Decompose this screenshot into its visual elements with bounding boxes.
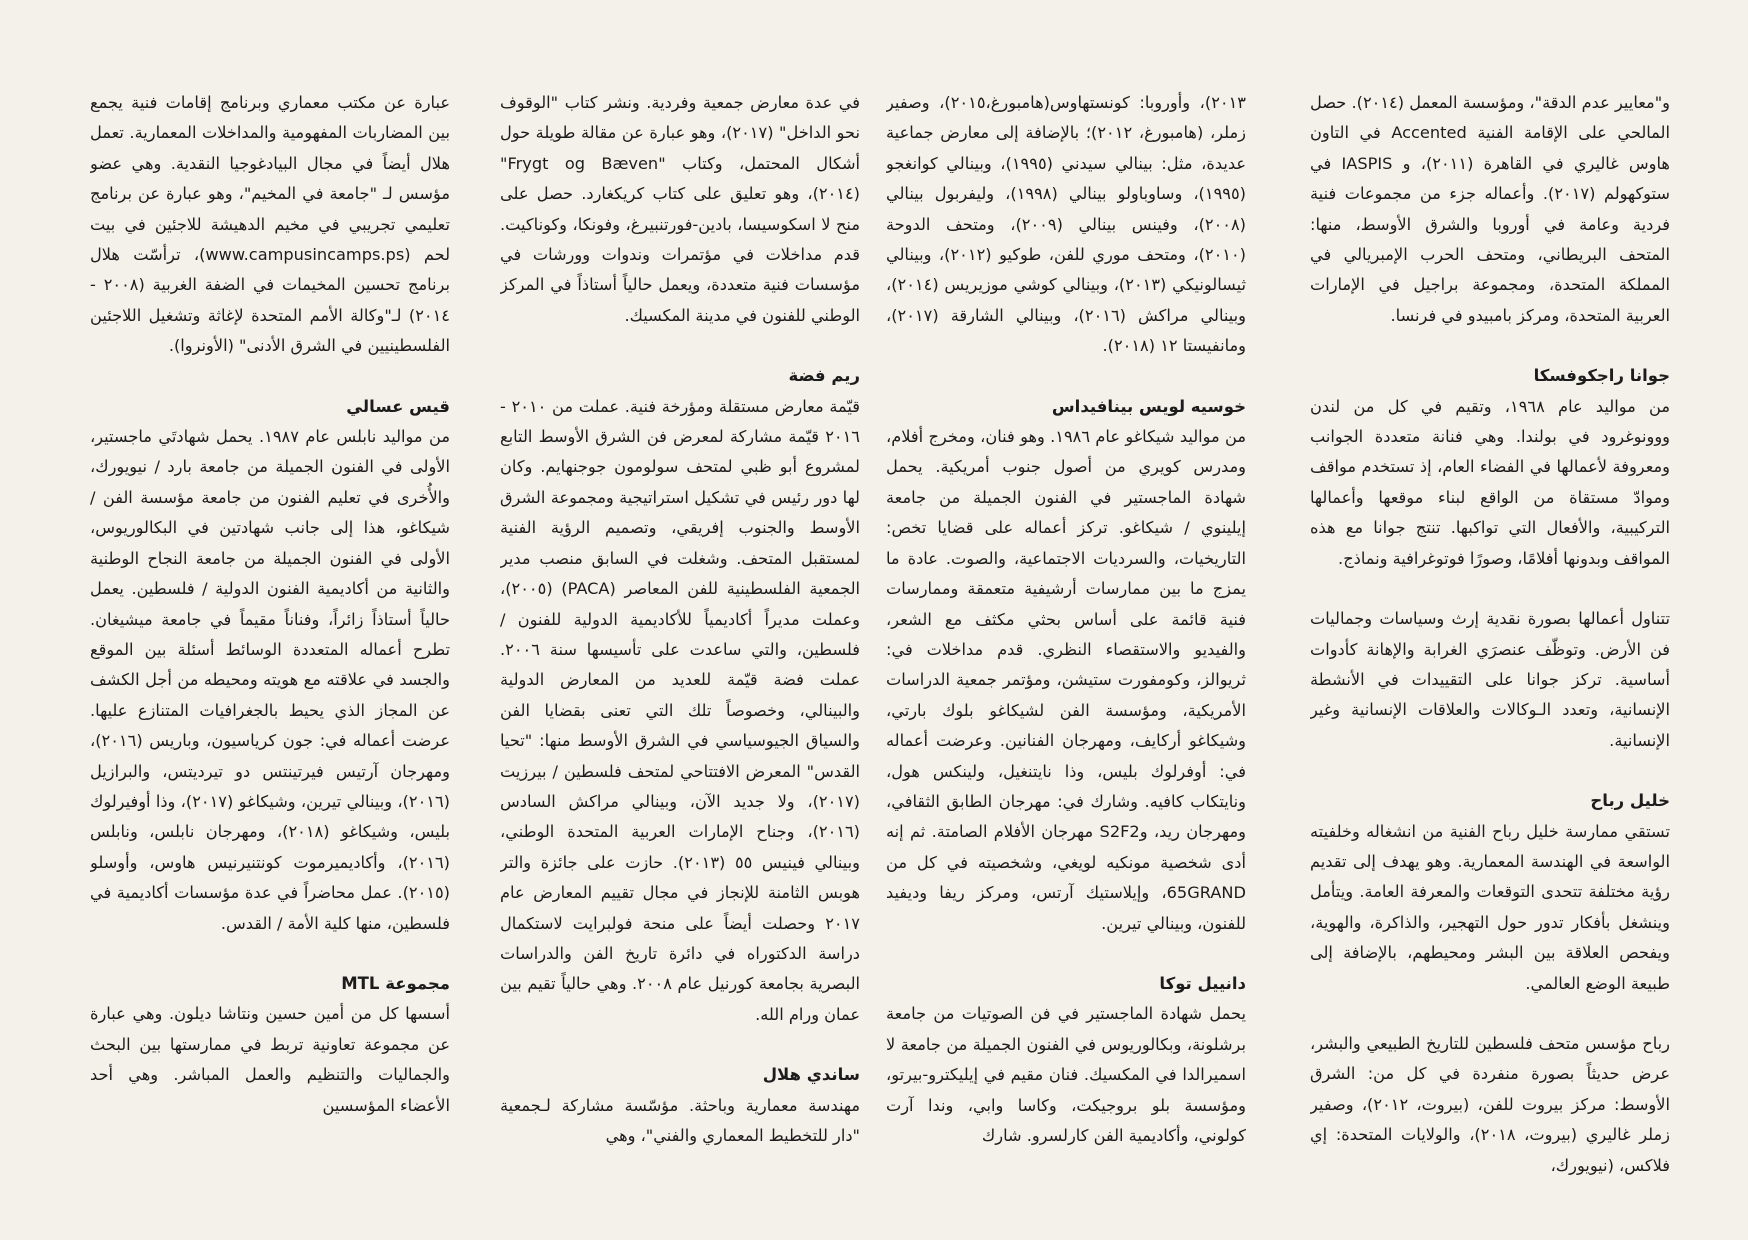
- paragraph-gap: [500, 331, 860, 361]
- bio-heading: خوسيه لويس بينافيداس: [1051, 396, 1246, 416]
- paragraph-gap: [90, 362, 450, 392]
- bio-paragraph: و"معايير عدم الدقة"، ومؤسسة المعمل (٢٠١٤). حصل المالحي على الإقامة الفنية Accented في التاون هاوس غاليري في القاهرة (٢٠١١)، و IASPIS في ستوكهولم (٢٠١٧). وأعماله جزء من مجموعات فنية فردية وعامة في أوروبا والشرق الأوسط، منها: المتحف البريطاني، ومتحف الحرب الإمبريالي في المملكة المتحدة، ومجموعة براجيل في الإمارات العربية المتحدة، ومركز بامبيدو في فرنسا.: [1310, 93, 1670, 325]
- bio-paragraph: رباح مؤسس متحف فلسطين للتاريخ الطبيعي والبشر، عرض حديثاً بصورة منفردة في كل من: الشرق الأوسط: مركز بيروت للفن، (بيروت، ٢٠١٢)، وصفير زملر غاليري (بيروت، ٢٠١٨)، والولايات المتحدة: إي فلاكس، (نيويورك،: [1310, 1033, 1670, 1175]
- bio-paragraph: من مواليد عام ١٩٦٨، وتقيم في كل من لندن ووونوغرود في بولندا. وهي فنانة متعددة الجوانب ومعروفة لأعمالها في الفضاء العام، إذ تستخدم مواقف وموادّ مستقاة من الواقع لبناء موقعها وأعمالها التركيبية، والأفعال التي تواكبها. تنتج جوانا مع هذه المواقف وبدونها أفلامًا، وصورًا فوتوغرافية ونماذج.: [1310, 396, 1670, 568]
- bio-paragraph: مهندسة معمارية وباحثة. مؤسّسة مشاركة لـجمعية "دار للتخطيط المعماري والفني"، وهي: [500, 1095, 860, 1145]
- paragraph-gap: [90, 939, 450, 969]
- paragraph-gap: [1310, 331, 1670, 361]
- bio-heading: جوانا راجكوفسكا: [1533, 366, 1670, 386]
- paragraph-gap: [1310, 999, 1670, 1029]
- bio-paragraph: في عدة معارض جمعية وفردية. ونشر كتاب "الوقوف نحو الداخل" (٢٠١٧)، وهو عبارة عن مقالة طويلة حول أشكال المحتمل، وكتاب "Frygt og Bæven" (٢٠١٤)، وهو تعليق على كتاب كريكغارد. حصل على منح لا اسكوسيسا، بادين-فورتنبيرغ، وفونكا، وكوناكيت. قدم مداخلات في مؤتمرات وندوات وورشات في مؤسسات فنية متعددة، ويعمل حالياً أستاذاً في المركز الوطني للفنون في مدينة المكسيك.: [500, 93, 860, 325]
- paragraph-gap: [1310, 756, 1670, 786]
- bio-paragraph: عبارة عن مكتب معماري وبرنامج إقامات فنية يجمع بين المضاربات المفهومية والمداخلات المعمارية. تعمل هلال أيضاً في مجال البيادغوجيا النقدية. وهي عضو مؤسس لـ "جامعة في المخيم"، وهو عبارة عن برنامج تعليمي تجريبي في مخيم الدهيشة للاجئين في بيت لحم (www.campusincamps.ps)، ترأسّت هلال برنامج تحسين المخيمات في الضفة الغربية (٢٠٠٨ - ٢٠١٤) لـ"وكالة الأمم المتحدة لإغاثة وتشغيل اللاجئين الفلسطينيين في الشرق الأدنى" (الأونروا).: [90, 93, 450, 356]
- paragraph-gap: [886, 939, 1246, 969]
- bio-paragraph: تستقي ممارسة خليل رباح الفنية من انشغاله وخلفيته الواسعة في الهندسة المعمارية. وهو يهدف إلى تقديم رؤية مختلفة تتحدى التوقعات والمعرفة العامة. ويتأمل وينشغل بأفكار تدور حول التهجير، والذاكرة، والهوية، ويفحص العلاقة بين البشر ومحيطهم، بالإضافة إلى طبيعة الوضع العالمي.: [1310, 821, 1670, 993]
- text-column-1: [1310, 88, 1670, 1218]
- bio-paragraph: من مواليد نابلس عام ١٩٨٧. يحمل شهادتَي ماجستير، الأولى في الفنون الجميلة من جامعة بارد / نيويورك، والأُخرى في تعليم الفنون من جامعة مؤسسة الفن / شيكاغو، هذا إلى جانب شهادتين في البكالوريوس، الأولى في الفنون الجميلة من جامعة النجاح الوطنية والثانية من أكاديمية الفنون الدولية / فلسطين. يعمل حالياً أستاذاً زائراً، وفناناً مقيماً في جامعة ميشيغان. تطرح أعماله المتعددة الوسائط أسئلة بين الموقع والجسد في علاقته مع هويته ومحيطه من أجل الكشف عن المجاز الذي يحيط بالجغرافيات المتنازع عليها. عرضت أعماله في: جون كرياسيون، وباريس (٢٠١٦)، ومهرجان آرتيس فيرتينتس دو تيرديتس، والبرازيل (٢٠١٦)، وبينالي تيرين، وشيكاغو (٢٠١٧)، وذا أوفيرلوك بليس، وشيكاغو (٢٠١٨)، ومهرجان نابلس، ونابلس (٢٠١٦)، وأكاديميرموت كونتنيرنيس هاوس، وأوسلو (٢٠١٥). عمل محاضراً في عدة مؤسسات أكاديمية في فلسطين، منها كلية الأمة / القدس.: [90, 427, 450, 933]
- bio-paragraph: ٢٠١٣)، وأوروبا: كونستهاوس(هامبورغ،٢٠١٥)، وصفير زملر، (هامبورغ، ٢٠١٢)؛ بالإضافة إلى معارض جماعية عديدة، مثل: بينالي سيدني (١٩٩٥)، وبينالي كوانغجو (١٩٩٥)، وساوباولو بينالي (١٩٩٨)، وليفربول بينالي (٢٠٠٨)، وفينس بينالي (٢٠٠٩)، ومتحف الدوحة (٢٠١٠)، ومتحف موري للفن، طوكيو (٢٠١٢)، وبينالي ثيسالونيكي (٢٠١٣)، وبينالي كوشي موزيريس (٢٠١٤)، وبينالي مراكش (٢٠١٦)، وبينالي الشارقة (٢٠١٧)، ومانفيستا ١٢ (٢٠١٨).: [886, 93, 1246, 356]
- bio-paragraph: قيّمة معارض مستقلة ومؤرخة فنية. عملت من ٢٠١٠ - ٢٠١٦ قيّمة مشاركة لمعرض فن الشرق الأوسط التابع لمشروع أبو ظبي لمتحف سولومون جوجنهايم. وكان لها دور رئيس في تشكيل استراتيجية ومجموعة الشرق الأوسط والجنوب إفريقي، وتصميم الرؤية الفنية لمستقبل المتحف. وشغلت في السابق منصب مدير الجمعية الفلسطينية للفن المعاصر (PACA) (٢٠٠٥)، وعملت مديراً أكاديمياً للأكاديمية الدولية للفنون / فلسطين، والتي ساعدت على تأسيسها سنة ٢٠٠٦. عملت فضة قيّمة للعديد من المعارض الدولية والبينالي، وخصوصاً تلك التي تعنى بقضايا الفن والسياق الجيوسياسي في الشرق الأوسط منها: "تحيا القدس" المعرض الافتتاحي لمتحف فلسطين / بيرزيت (٢٠١٧)، ولا جديد الآن، وبينالي مراكش السادس (٢٠١٦)، وجناح الإمارات العربية المتحدة الوطني، وبينالي فينيس ٥٥ (٢٠١٣). حازت على جائزة والتر هوبس الثامنة للإنجاز في مجال تقييم المعارض عام ٢٠١٧ وحصلت أيضاً على منحة فولبرايت لاستكمال دراسة الدكتوراه في دائرة تاريخ الفن والدراسات البصرية بجامعة كورنيل عام ٢٠٠٨. وهي حالياً تقيم بين عمان ورام الله.: [500, 396, 860, 1024]
- bio-heading: ريم فضة: [788, 366, 860, 386]
- bio-paragraph: يحمل شهادة الماجستير في فن الصوتيات من جامعة برشلونة، وبكالوريوس في الفنون الجميلة من جامعة لا اسميرالدا في المكسيك. فنان مقيم في إيليكترو-بيرتو، ومؤسسة بلو بروجيكت، وكاسا وابي، وندا آرت كولوني، وأكاديمية الفن كارلسرو. شارك: [886, 1004, 1246, 1145]
- paragraph-gap: [500, 1030, 860, 1060]
- bio-heading: ساندي هلال: [762, 1065, 860, 1085]
- bio-heading: دانييل توكا: [1159, 973, 1246, 993]
- bio-paragraph: أسسها كل من أمين حسين ونتاشا ديلون. وهي عبارة عن مجموعة تعاونية تربط في ممارستها بين البحث والجماليات والتنظيم والعمل المباشر. وهي أحد الأعضاء المؤسسين: [90, 1004, 450, 1115]
- bio-paragraph: من مواليد شيكاغو عام ١٩٨٦. وهو فنان، ومخرج أفلام، ومدرس كويري من أصول جنوب أمريكية. يحمل شهادة الماجستير في الفنون الجميلة من جامعة إيلينوي / شيكاغو. تركز أعماله على قضايا تخص: التاريخيات، والسرديات الاجتماعية، والصوت. عادة ما يمزج ما بين ممارسات أرشيفية متعمقة وممارسات فنية قائمة على أساس بحثي مكثف مع الشعر، والفيديو والاستقصاء النظري. قدم مداخلات في: ثريوالز، وكومفورت ستيشن، ومؤتمر جمعية الدراسات الأمريكية، ومؤسسة الفن لشيكاغو بلوك بارتي، وشيكاغو أركايف، ومهرجان الفنانين. وعرضت أعماله في: أوفرلوك بليس، وذا نايتنغيل، ولينكس هول، ونايتكاب كافيه. وشارك في: مهرجان الطابق الثقافي، ومهرجان ريد، وS2F2 مهرجان الأفلام الصامتة. ثم إنه أدى شخصية مونكيه لويغي، وشخصيته في كل من 65GRAND، وإيلاستيك آرتس، ومركز ريفا وديفيد للفنون، وبينالي تيرين.: [886, 427, 1246, 933]
- paragraph-gap: [1310, 574, 1670, 604]
- text-column-4: [90, 88, 450, 1218]
- paragraph-gap: [886, 362, 1246, 392]
- bio-heading: خليل رباح: [1590, 791, 1670, 811]
- text-column-2: [886, 88, 1246, 1218]
- bio-paragraph: تتناول أعمالها بصورة نقدية إرث وسياسات وجماليات فن الأرض. وتوظّف عنصرَي الغرابة والإهانة كأدوات أساسية. تركز جوانا على التقييدات في الأنشطة الإنسانية، وتعدد الـوكالات والعلاقات الإنسانية وغير الإنسانية.: [1310, 609, 1670, 750]
- text-column-3: [500, 88, 860, 1218]
- bio-heading: مجموعة MTL: [341, 973, 450, 993]
- bio-heading: قيس عسالي: [346, 396, 450, 416]
